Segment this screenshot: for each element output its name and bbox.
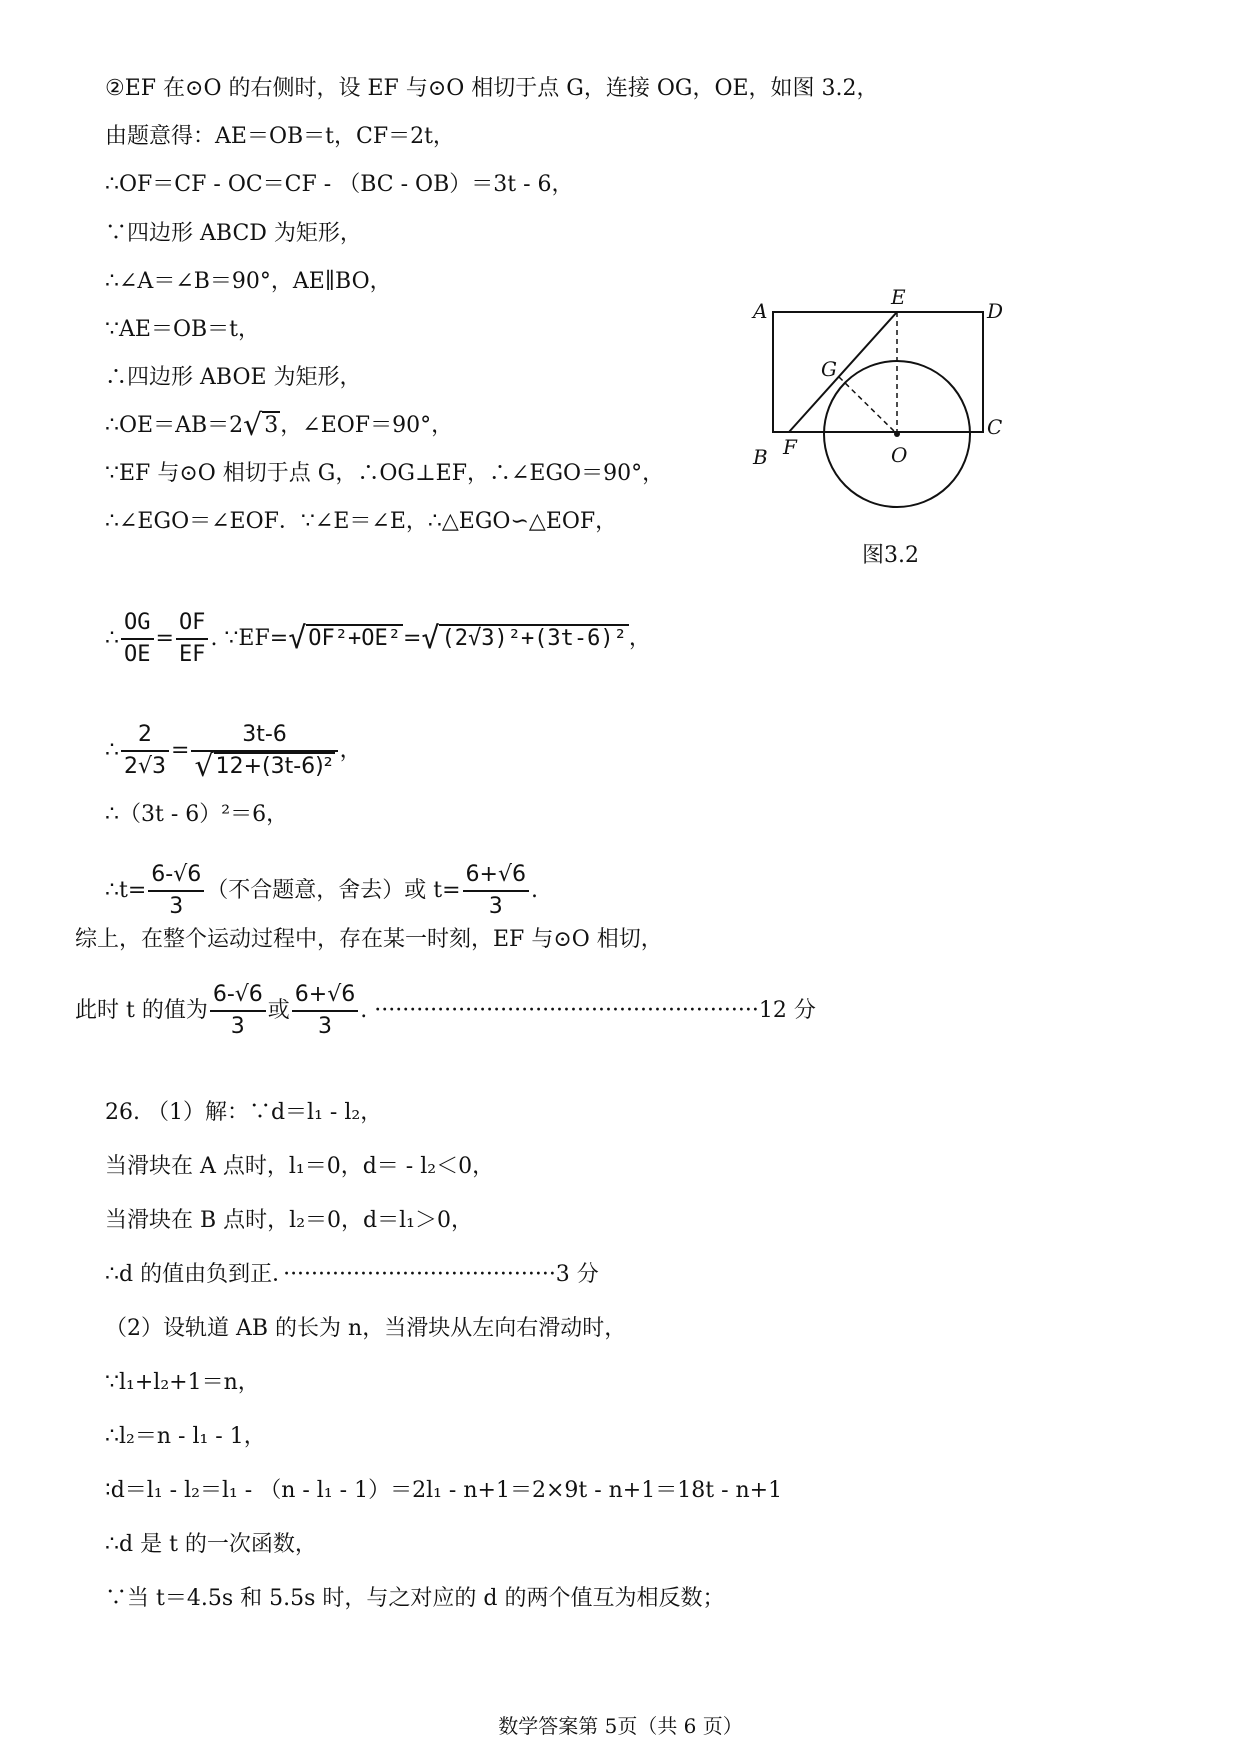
equals: = — [155, 626, 174, 651]
p26-line-1: 26. （1）解：∵d＝l₁ - l₂， — [105, 1100, 383, 1125]
line-og — [839, 377, 897, 434]
fraction-6-plus-sqrt6: $\frac{6+√6}{3}$ — [463, 860, 529, 922]
figure-caption: 图3.2 — [862, 543, 919, 568]
solution-line-11 — [105, 608, 651, 670]
p26-line-9: ∴d 是 t 的一次函数， — [105, 1532, 317, 1557]
equals-3: = — [171, 738, 190, 763]
solution-line-13: ∴（3t - 6）²＝6， — [105, 802, 289, 827]
sqrt-of-values: √(2√3)²+(3t-6)² — [421, 621, 627, 656]
solution-line-16 — [75, 980, 816, 1042]
solution-line-3: ∴OF＝CF - OC＝CF - （BC - OB）＝3t - 6， — [105, 172, 574, 197]
comma-2: ， — [339, 738, 362, 763]
label-d: D — [987, 299, 1004, 323]
fraction-3t-6: $\frac{3t-6}{\text{√12+(3t-6)²}}$ — [191, 720, 337, 782]
conclusion-pre: 此时 t 的值为 — [75, 998, 208, 1023]
t-equals: ∴t= — [105, 878, 147, 903]
solution-line-6: ∵AE＝OB＝t， — [105, 317, 260, 342]
sqrt-3: √3 — [243, 408, 279, 443]
label-a: A — [753, 299, 768, 323]
center-point — [894, 431, 900, 437]
sqrt-of-squares: √OF²+OE² — [288, 621, 401, 656]
page-footer: 数学答案第 5页（共 6 页） — [498, 1714, 743, 1738]
line-ef — [789, 312, 897, 432]
solution-line-8 — [105, 408, 454, 443]
solution-line-12 — [105, 720, 362, 782]
fraction-2-over-2sqrt3: $\frac{2}{2√3}$ — [121, 720, 169, 782]
p26-line-7: ∴l₂＝n - l₁ - 1， — [105, 1424, 266, 1449]
label-f: F — [783, 435, 797, 459]
solution-line-9: ∵EF 与⊙O 相切于点 G，∴OG⊥EF，∴∠EGO＝90°， — [105, 461, 665, 486]
label-b: B — [753, 445, 768, 469]
therefore-symbol-2: ∴ — [105, 738, 119, 763]
solution-line-2: 由题意得：AE＝OB＝t，CF＝2t， — [105, 124, 455, 149]
label-e: E — [891, 285, 906, 309]
answer-fraction-1: $\frac{6-√6}{3}$ — [210, 980, 266, 1042]
solution-line-7: ∴四边形 ABOE 为矩形， — [105, 365, 362, 390]
p26-line-2: 当滑块在 A 点时，l₁＝0，d＝ - l₂＜0， — [105, 1154, 495, 1179]
p26-line-3: 当滑块在 B 点时，l₂＝0，d＝l₁＞0， — [105, 1208, 473, 1233]
p26-line-6: ∵l₁+l₂+1＝n， — [105, 1370, 260, 1395]
period: . — [530, 878, 538, 903]
fraction-of-ef: $\frac{OF}{EF}$ — [176, 608, 209, 670]
fraction-og-oe: $\frac{OG}{OE}$ — [121, 608, 154, 670]
answer-fraction-2: $\frac{6+√6}{3}$ — [292, 980, 358, 1042]
label-o: O — [891, 443, 908, 467]
p26-line-8: ∶d＝l₁ - l₂＝l₁ - （n - l₁ - 1）＝2l₁ - n+1＝2×9t - n+1＝18t - n+1 — [105, 1478, 783, 1503]
or-word: 或 — [267, 998, 290, 1023]
geometry-figure — [745, 282, 1015, 532]
equals-2: = — [402, 626, 422, 651]
solution-line-8-post: ，∠EOF＝90°， — [280, 413, 454, 438]
label-g: G — [821, 357, 837, 381]
p26-line-4: ∴d 的值由负到正．·······································3 分 — [105, 1262, 599, 1287]
solution-line-10: ∴∠EGO＝∠EOF．∵∠E＝∠E，∴△EGO∽△EOF， — [105, 509, 618, 534]
solution-line-8-pre: ∴OE＝AB＝2 — [105, 413, 244, 438]
p26-line-10: ∵当 t＝4.5s 和 5.5s 时，与之对应的 d 的两个值互为相反数； — [105, 1586, 725, 1611]
fraction-6-minus-sqrt6: $\frac{6-√6}{3}$ — [148, 860, 204, 922]
solution-line-15: 综上，在整个运动过程中，存在某一时刻，EF 与⊙O 相切， — [75, 927, 663, 952]
solution-line-5: ∴∠A＝∠B＝90°，AE∥BO， — [105, 269, 392, 294]
therefore-symbol: ∴ — [105, 626, 119, 651]
ef-definition: . ∵EF= — [210, 626, 289, 651]
rejected-note: （不合题意，舍去）或 t= — [206, 878, 461, 903]
solution-line-14 — [105, 860, 538, 922]
solution-line-4: ∵四边形 ABCD 为矩形， — [105, 221, 362, 246]
comma: ， — [628, 626, 651, 651]
solution-line-1: ②EF 在⊙O 的右侧时，设 EF 与⊙O 相切于点 G，连接 OG，OE，如图 3.2， — [105, 76, 879, 101]
score-12: . ·······················································12 分 — [360, 998, 816, 1023]
label-c: C — [987, 415, 1003, 439]
p26-line-5: （2）设轨道 AB 的长为 n，当滑块从左向右滑动时， — [105, 1316, 627, 1341]
